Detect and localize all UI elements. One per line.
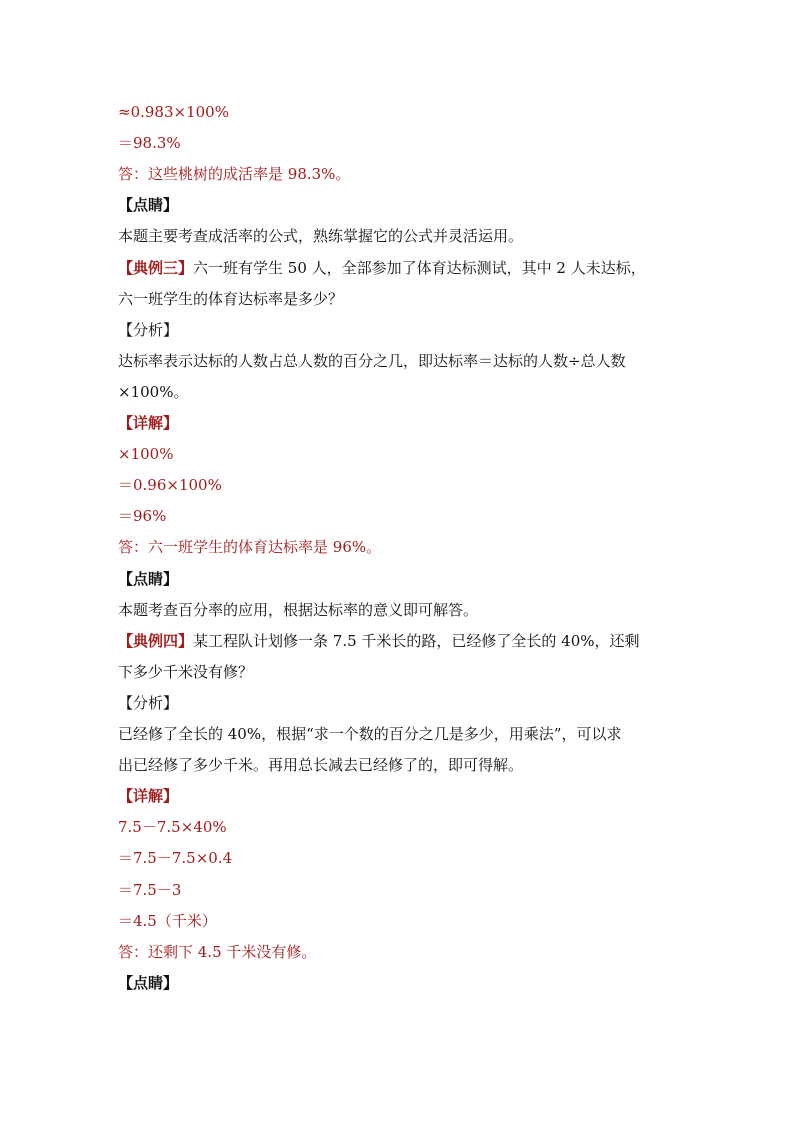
text-segment: ≈0.983×100% (118, 103, 229, 121)
text-line (118, 470, 678, 500)
text-segment: 【详解】 (118, 414, 179, 432)
text-line (118, 968, 678, 998)
text-segment: 【分析】 (118, 320, 179, 339)
text-line (118, 657, 678, 687)
text-line (118, 564, 678, 594)
text-line (118, 812, 678, 842)
text-line (118, 97, 678, 127)
text-line (118, 159, 678, 189)
text-line (118, 190, 678, 220)
text-segment: 【分析】 (118, 693, 179, 712)
text-line (118, 875, 678, 905)
text-line (118, 906, 678, 936)
text-segment: 本题考查百分率的应用，根据达标率的意义即可解答。 (118, 600, 479, 619)
text-line (118, 532, 678, 562)
text-segment: ＝98.3% (118, 134, 181, 153)
text-line (118, 688, 678, 718)
text-segment: 答：这些桃树的成活率是 98.3%。 (118, 165, 351, 184)
text-line (118, 253, 678, 283)
text-line (118, 284, 678, 314)
text-line (118, 377, 678, 407)
text-line (118, 781, 678, 811)
text-segment: 7.5－7.5×40% (118, 818, 227, 837)
text-segment: 六一班有学生 50 人，全部参加了体育达标测试，其中 2 人未达标， (193, 258, 646, 277)
text-segment: ＝96% (118, 507, 167, 526)
text-line (118, 346, 678, 376)
text-segment: 【点睛】 (118, 569, 179, 588)
text-segment: ×100%。 (118, 382, 189, 401)
text-segment: 答：还剩下 4.5 千米没有修。 (118, 942, 317, 961)
text-segment: 某工程队计划修一条 7.5 千米长的路，已经修了全长的 40%，还剩 (193, 631, 640, 650)
text-segment: 下多少千米没有修？ (118, 662, 254, 681)
text-line (118, 128, 678, 158)
text-segment: ＝7.5－7.5×0.4 (118, 849, 233, 868)
text-segment: 已经修了全长的 40%，根据“求一个数的百分之几是多少，用乘法”，可以求 (118, 725, 622, 743)
text-segment: 【典例四】 (118, 631, 194, 650)
text-segment: ＝4.5（千米） (118, 911, 217, 930)
text-segment: ×100% (118, 445, 174, 464)
text-line (118, 937, 678, 967)
text-line (118, 750, 678, 780)
text-line (118, 439, 678, 469)
text-segment: 【详解】 (118, 787, 179, 806)
text-segment: 六一班学生的体育达标率是多少？ (118, 289, 344, 308)
text-line (118, 501, 678, 531)
text-segment: 本题主要考查成活率的公式，熟练掌握它的公式并灵活运用。 (118, 227, 524, 246)
text-line (118, 408, 678, 438)
text-line (118, 843, 678, 873)
text-segment: ＝0.96×100% (118, 476, 222, 495)
text-line (118, 719, 678, 749)
text-segment: 【点睛】 (118, 196, 179, 215)
text-segment: ＝7.5－3 (118, 880, 182, 899)
text-line (118, 315, 678, 345)
text-segment: 达标率表示达标的人数占总人数的百分之几，即达标率＝达标的人数÷总人数 (118, 351, 626, 370)
text-segment: 【点睛】 (118, 973, 179, 992)
text-line (118, 595, 678, 625)
text-segment: 出已经修了多少千米。再用总长减去已经修了的，即可得解。 (118, 756, 524, 775)
text-segment: 【典例三】 (118, 258, 194, 277)
text-line (118, 221, 678, 251)
text-segment: 答：六一班学生的体育达标率是 96%。 (118, 538, 382, 557)
text-line (118, 626, 678, 656)
